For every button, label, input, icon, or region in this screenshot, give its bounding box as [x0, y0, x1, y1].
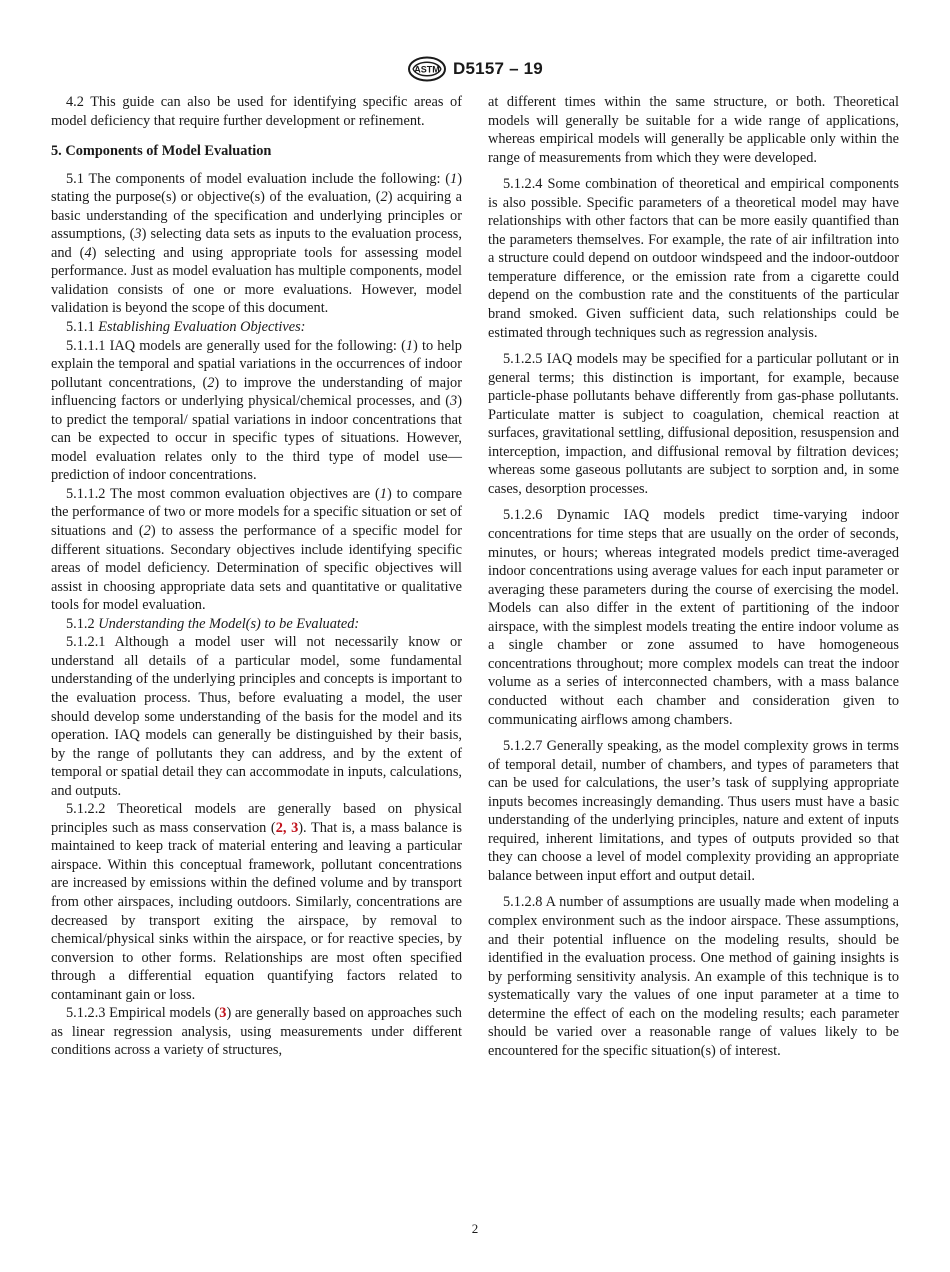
logo-text: ASTM [414, 64, 440, 75]
paragraph-4-2: 4.2 This guide can also be used for identifying specific areas of model deficiency that require further development or refinement. [51, 94, 462, 129]
paragraph-5-1: 5.1 The components of model evaluation include the following: (1) stating the purpose(s) or objective(s) of the evaluation, (2) acquiring a basic understanding of the specification and underlying principles or assumptions, (3) selecting data sets as inputs to the evaluation process, and (4) selecting and using appropriate tools for assessing model performance. Just as model evaluation has multiple components, model validation consists of one or more evaluations. However, model validation is beyond the scope of this document. [51, 170, 462, 317]
paragraph-5-1-2-4: 5.1.2.4 Some combination of theoretical and empirical components is also possible. Specific parameters of a theoretical model may have relationships with other factors that can be more easily quantified than the parameters themselves. For example, the rate of air infiltration into a structure could depend on outdoor windspeed and the indoor-outdoor temperature difference, or the emission rate from a cigarette could depend on the combustion rate and the constituents of the particular brand smoked. Given sufficient data, such relationships could be estimated through techniques such as regression analysis. [488, 176, 899, 341]
astm-logo-icon [407, 56, 447, 82]
page-header [0, 56, 950, 87]
paragraph-5-1-2-5: 5.1.2.5 IAQ models may be specified for a particular pollutant or in general terms; this distinction is important, for example, because particle-phase pollutants behave differently from gas-phase pollutants. Particulate matter is subject to coagulation, chemical reaction at surfaces, gravitational settling, diffusional deposition, resuspension and interception, impaction, and diffusional removal by filtration devices; whereas some gaseous pollutants are subject to sorption and, in some cases, desorption processes. [488, 351, 899, 497]
left-column [51, 93, 462, 1060]
paragraph-5-1-2-2: 5.1.2.2 Theoretical models are generally based on physical principles such as mass conservation (2, 3). That is, a mass balance is maintained to keep track of material entering and leaving a particular airspace. Within this conceptual framework, pollutant concentrations are increased by emissions within the defined volume and by transport from other airspaces, including outdoors. Similarly, concentrations are decreased by transport exiting the airspace, by removal to chemical/physical sinks within the airspace, or for reactive species, by conversion to other forms. Relationships are most often specified through a differential equation quantifying factors related to contaminant gain or loss. [51, 801, 462, 1003]
paragraph-5-1-2-6: 5.1.2.6 Dynamic IAQ models predict time-varying indoor concentrations for time steps that are usually on the order of seconds, minutes, or hours; whereas integrated models predict time-averaged indoor concentrations using average values for each input parameter or averaging these parameters during the course of exercising the model. Models can also differ in the extent of partitioning of the indoor airspace, with the simplest models treating the entire indoor volume as a single chamber or zone assumed to have homogeneous concentrations throughout; more complex models can treat the indoor volume as a series of interconnected chambers, with a mass balance conducted without each chamber and consideration given to communicating airflows among chambers. [488, 507, 899, 728]
paragraph-5-1-2-1: 5.1.2.1 Although a model user will not necessarily know or understand all details of a particular model, some fundamental understanding of the underlying principles and concepts is important to the evaluation process. Thus, before evaluating a model, the user should develop some understanding of the basis for the model and its operation. IAQ models can generally be distinguished by their basis, by the range of pollutants they can address, and by the extent of temporal or spatial detail they can accommodate in inputs, calculations, and outputs. [51, 634, 462, 799]
document-id: D5157 – 19 [453, 59, 543, 78]
paragraph-5-1-2-7: 5.1.2.7 Generally speaking, as the model complexity grows in terms of temporal detail, number of chambers, and types of parameters that can be used for calculations, the user’s task of supplying appropriate inputs becomes increasingly demanding. Thus users must have a basic understanding of the underlying principles, nature and extent of inputs required, inherent limitations, and types of outputs provided so that they can choose a level of model complexity providing an appropriate balance between input effort and output detail. [488, 738, 899, 884]
paragraph-5-1-2-8: 5.1.2.8 A number of assumptions are usually made when modeling a complex environment such as the indoor airspace. These assumptions, and their potential influence on the modeling results, should be identified in the evaluation process. One method of gaining insights is by performing sensitivity analysis. An example of this technique is to systematically vary the values of one input parameter at a time to determine the effect of each on the modeling results; each parameter should be varied over a reasonable range of values likely to be encountered for the specific situation(s) of interest. [488, 894, 899, 1059]
reference-link[interactable]: 2, 3 [275, 819, 299, 836]
paragraph-5-1-1: 5.1.1 Establishing Evaluation Objectives: [66, 319, 306, 336]
page-number: 2 [471, 1221, 479, 1236]
paragraph-5-1-2: 5.1.2 Understanding the Model(s) to be Evaluated: [66, 615, 360, 632]
paragraph-5-1-1-2: 5.1.1.2 The most common evaluation objectives are (1) to compare the performance of two or more models for a specific situation or set of situations and (2) to assess the performance of a specific model for different situations. Secondary objectives include identifying specific areas of model deficiency. Determination of specific objectives will assist in choosing appropriate data sets and quantitative or qualitative tools for model evaluation. [51, 485, 462, 614]
paragraph-continuation: at different times within the same structure, or both. Theoretical models will generally be suitable for a wide range of applications, whereas empirical models will generally be applicable only within the range of measurements from which they were developed. [488, 94, 899, 166]
section-5-heading: 5. Components of Model Evaluation [51, 143, 272, 160]
paragraph-5-1-1-1: 5.1.1.1 IAQ models are generally used for the following: (1) to help explain the temporal and spatial variations in the occurrences of indoor pollutant concentrations, (2) to improve the understanding of major influencing factors or underlying physical/chemical processes, and (3) to predict the temporal/ spatial variations in indoor concentrations that can be expected to occur in specific types of situations. However, model evaluation relates only to the third type of model use—prediction of indoor concentrations. [51, 337, 463, 484]
paragraph-5-1-2-3: 5.1.2.3 Empirical models (3) are generally based on approaches such as linear regression analysis, using measurements under different conditions across a variety of structures, [51, 1005, 462, 1059]
right-column [488, 93, 899, 1060]
reference-link[interactable]: 3 [219, 1005, 227, 1022]
